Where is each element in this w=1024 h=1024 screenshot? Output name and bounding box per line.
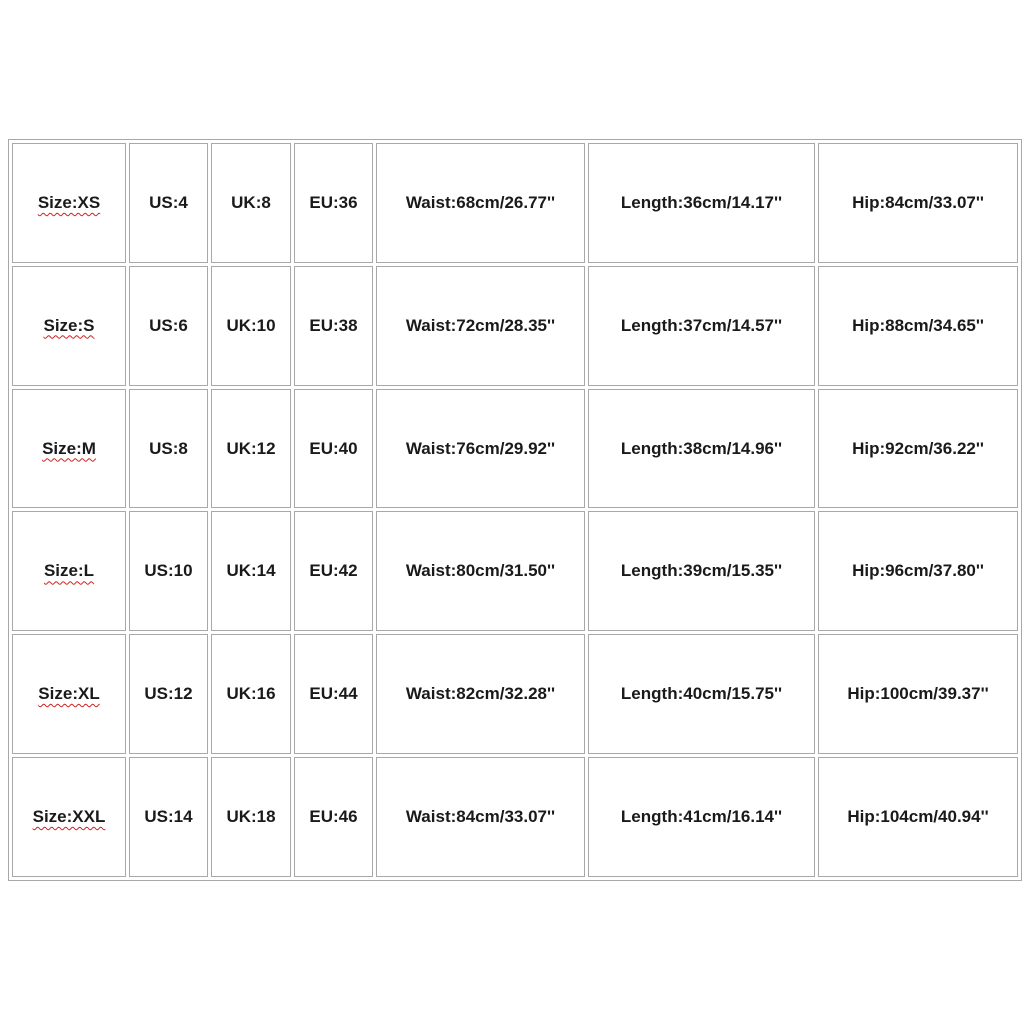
hip-cell: Hip:84cm/33.07'' [818,143,1018,263]
size-cell [12,389,126,509]
uk-size-cell: UK:8 [211,143,291,263]
table-row [12,143,1018,263]
waist-cell: Waist:82cm/32.28'' [376,634,585,754]
table-row [12,389,1018,509]
size-chart-table [8,139,1022,881]
size-cell [12,757,126,877]
uk-size-cell: UK:18 [211,757,291,877]
waist-cell: Waist:76cm/29.92'' [376,389,585,509]
hip-cell: Hip:92cm/36.22'' [818,389,1018,509]
size-label: Size:XXL [32,807,106,827]
size-cell [12,634,126,754]
us-size-cell: US:14 [129,757,208,877]
us-size-cell: US:8 [129,389,208,509]
hip-cell: Hip:100cm/39.37'' [818,634,1018,754]
table-row [12,266,1018,386]
length-cell: Length:37cm/14.57'' [588,266,815,386]
length-cell: Length:40cm/15.75'' [588,634,815,754]
hip-cell: Hip:96cm/37.80'' [818,511,1018,631]
eu-size-cell: EU:46 [294,757,373,877]
waist-cell: Waist:84cm/33.07'' [376,757,585,877]
table-row [12,757,1018,877]
size-label: Size:S [43,315,95,335]
eu-size-cell: EU:40 [294,389,373,509]
eu-size-cell: EU:36 [294,143,373,263]
table-row [12,634,1018,754]
waist-cell: Waist:68cm/26.77'' [376,143,585,263]
size-label: Size:XL [38,684,100,704]
size-cell [12,511,126,631]
size-cell [12,143,126,263]
size-label: Size:XS [37,192,101,212]
table-row [12,511,1018,631]
size-label: Size:M [42,438,96,458]
length-cell: Length:41cm/16.14'' [588,757,815,877]
hip-cell: Hip:104cm/40.94'' [818,757,1018,877]
size-cell [12,266,126,386]
uk-size-cell: UK:10 [211,266,291,386]
us-size-cell: US:12 [129,634,208,754]
eu-size-cell: EU:44 [294,634,373,754]
size-label: Size:L [43,561,95,581]
uk-size-cell: UK:12 [211,389,291,509]
waist-cell: Waist:80cm/31.50'' [376,511,585,631]
eu-size-cell: EU:38 [294,266,373,386]
eu-size-cell: EU:42 [294,511,373,631]
waist-cell: Waist:72cm/28.35'' [376,266,585,386]
length-cell: Length:38cm/14.96'' [588,389,815,509]
us-size-cell: US:6 [129,266,208,386]
length-cell: Length:36cm/14.17'' [588,143,815,263]
uk-size-cell: UK:14 [211,511,291,631]
uk-size-cell: UK:16 [211,634,291,754]
us-size-cell: US:10 [129,511,208,631]
length-cell: Length:39cm/15.35'' [588,511,815,631]
us-size-cell: US:4 [129,143,208,263]
hip-cell: Hip:88cm/34.65'' [818,266,1018,386]
